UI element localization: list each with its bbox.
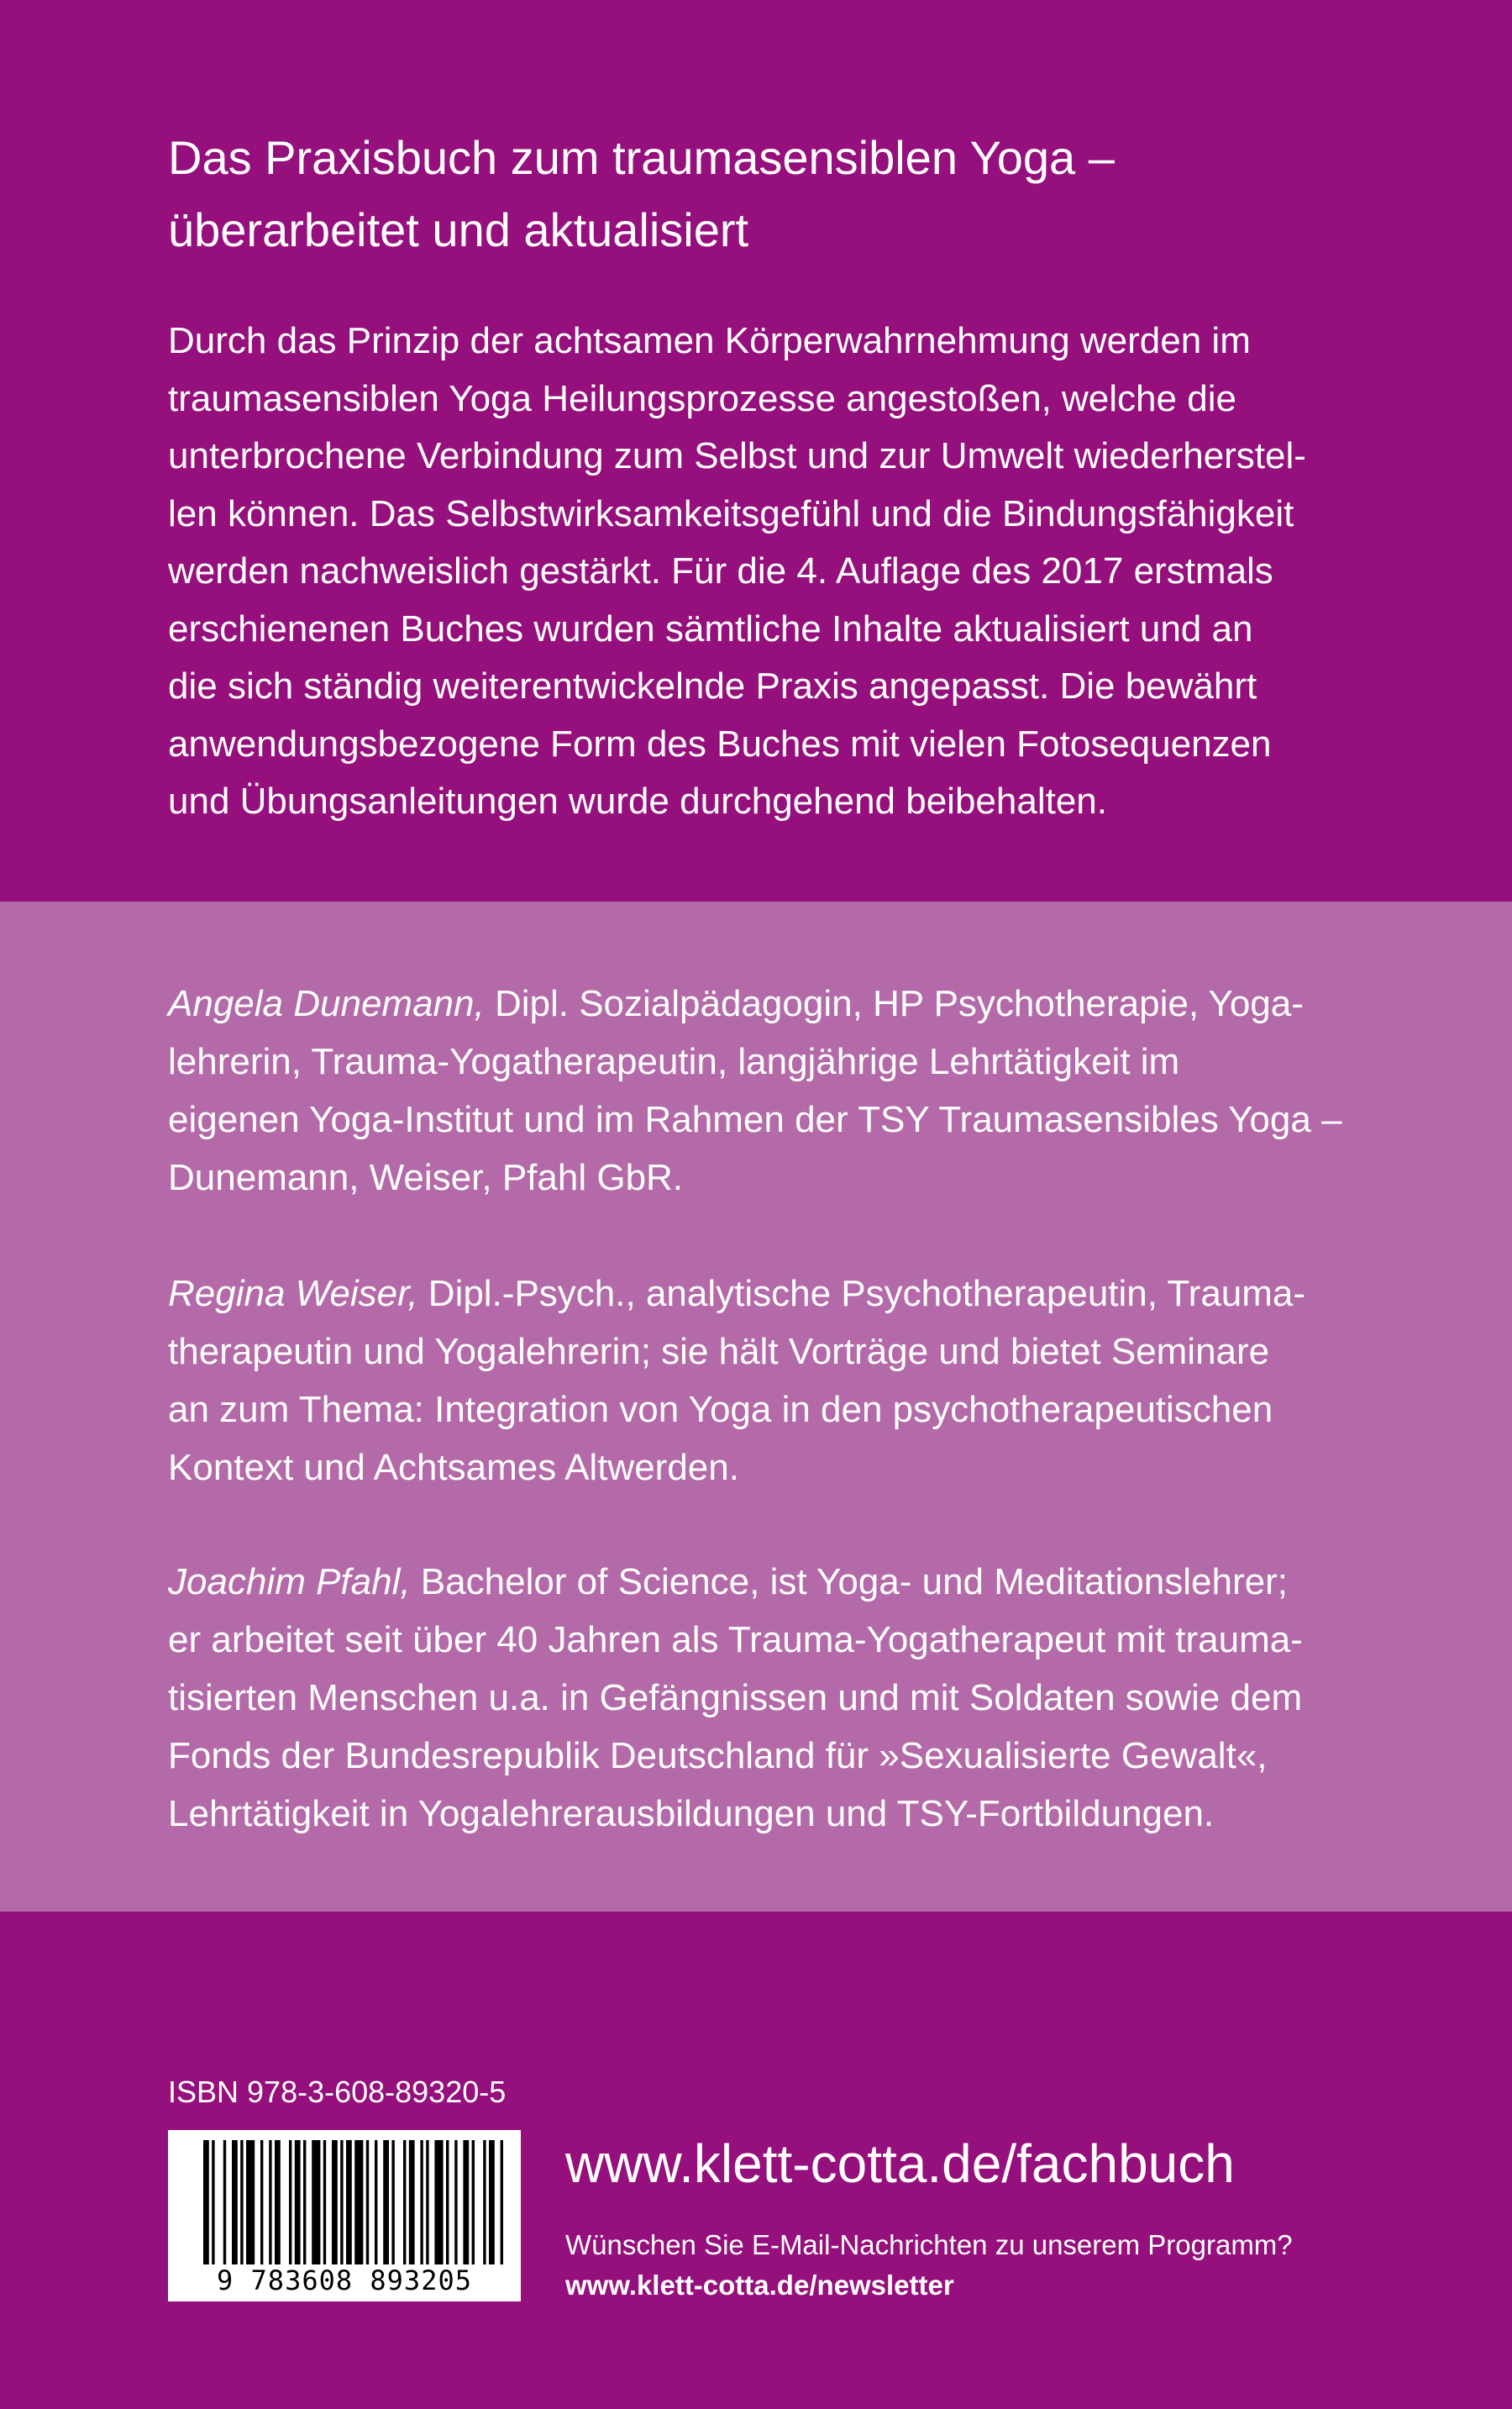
barcode-bar <box>346 2140 352 2264</box>
barcode-bar <box>232 2140 238 2264</box>
website-link[interactable]: www.klett-cotta.de/fachbuch <box>565 2133 1235 2194</box>
bio-line <box>168 975 1386 1033</box>
bio-line: an zum Thema: Integration von Yoga in den psychotherapeutischen <box>168 1389 1273 1430</box>
barcode-bar <box>223 2140 226 2264</box>
author-name: Joachim Pfahl, <box>168 1561 411 1602</box>
barcode-bar <box>260 2140 263 2264</box>
bio-line <box>168 1553 1386 1611</box>
author-bio-pfahl <box>168 1553 1386 1843</box>
blurb-line: die sich ständig weiterentwickelnde Praxis angepasst. Die bewährt <box>168 665 1257 707</box>
bio-text: Bachelor of Science, ist Yoga- und Meditationslehrer; <box>410 1561 1288 1602</box>
bio-line: eigenen Yoga-Institut und im Rahmen der TSY Traumasensibles Yoga – <box>168 1099 1342 1140</box>
blurb-section <box>0 0 1512 902</box>
barcode-bar <box>391 2140 394 2264</box>
headline-line: überarbeitet und aktualisiert <box>168 203 749 256</box>
barcode-bar <box>463 2140 469 2264</box>
barcode-bar <box>501 2140 503 2264</box>
blurb-line: len können. Das Selbstwirksamkeitsgefühl und die Bindungsfähigkeit <box>168 492 1294 534</box>
bio-line: Kontext und Achtsames Altwerden. <box>168 1447 739 1488</box>
blurb-line: erschienenen Buches wurden sämtliche Inhalte aktualisiert und an <box>168 608 1253 650</box>
barcode-digits: 9 783608 893205 <box>217 2264 472 2296</box>
bio-text: Dipl. Sozialpädagogin, HP Psychotherapie, Yoga- <box>484 983 1304 1024</box>
barcode-bar <box>332 2140 338 2264</box>
bio-line: Lehrtätigkeit in Yogalehrerausbildungen und TSY-Fortbildungen. <box>168 1793 1215 1834</box>
isbn-label: ISBN 978-3-608-89320-5 <box>168 2075 507 2109</box>
barcode-bar <box>340 2140 343 2264</box>
barcode-bar <box>426 2140 428 2264</box>
barcode-bar <box>354 2140 363 2264</box>
blurb-line: und Übungsanleitungen wurde durchgehend beibehalten. <box>168 781 1108 822</box>
author-bio-dunemann <box>168 975 1386 1207</box>
bio-line: therapeutin und Yogalehrerin; sie hält Vorträge und bietet Seminare <box>168 1331 1270 1372</box>
author-name: Regina Weiser, <box>168 1273 418 1314</box>
headline <box>168 122 1386 266</box>
blurb-line: werden nachweislich gestärkt. Für die 4. Auflage des 2017 erstmals <box>168 550 1273 592</box>
barcode-bar <box>434 2140 443 2264</box>
barcode-bar <box>420 2140 423 2264</box>
barcode-bar <box>366 2140 369 2264</box>
barcode-bar <box>472 2140 475 2264</box>
barcode-bar <box>375 2140 377 2264</box>
bio-line <box>168 1265 1386 1323</box>
barcode-bar <box>275 2140 281 2264</box>
blurb-line: traumasensiblen Yoga Heilungsprozesse angestoßen, welche die <box>168 377 1236 419</box>
barcode-bar <box>212 2140 214 2264</box>
barcode-bar <box>483 2140 486 2264</box>
barcode-bar <box>383 2140 389 2264</box>
barcode-bar <box>454 2140 457 2264</box>
newsletter-prompt: Wünschen Sie E-Mail-Nachrichten zu unserem Programm? <box>565 2229 1293 2260</box>
bio-line: Dunemann, Weiser, Pfahl GbR. <box>168 1157 684 1198</box>
barcode-bar <box>240 2140 243 2264</box>
bio-line: er arbeitet seit über 40 Jahren als Trauma-Yogatherapeut mit trauma- <box>168 1619 1303 1660</box>
barcode-bar <box>246 2140 255 2264</box>
bio-line: tisierten Menschen u.a. in Gefängnissen und mit Soldaten sowie dem <box>168 1677 1303 1718</box>
barcode-bar <box>269 2140 271 2264</box>
author-name: Angela Dunemann, <box>168 983 485 1024</box>
barcode-bar <box>409 2140 415 2264</box>
blurb-text <box>168 313 1386 831</box>
author-bio-weiser <box>168 1265 1386 1496</box>
bio-line: Fonds der Bundesrepublik Deutschland für »Sexualisierte Gewalt«, <box>168 1735 1268 1776</box>
newsletter-link[interactable]: www.klett-cotta.de/newsletter <box>565 2270 954 2301</box>
blurb-line: unterbrochene Verbindung zum Selbst und zur Umwelt wiederherstel- <box>168 435 1306 476</box>
bio-text: Dipl.-Psych., analytische Psychotherapeutin, Trauma- <box>417 1273 1306 1314</box>
bio-line: lehrerin, Trauma-Yogatherapeutin, langjährige Lehrtätigkeit im <box>168 1041 1180 1082</box>
blurb-line: Durch das Prinzip der achtsamen Körperwahrnehmung werden im <box>168 320 1251 361</box>
barcode <box>168 2130 521 2301</box>
headline-line: Das Praxisbuch zum traumasensiblen Yoga – <box>168 131 1115 184</box>
barcode-bar <box>403 2140 406 2264</box>
barcode-bar <box>295 2140 301 2264</box>
barcode-bar <box>323 2140 326 2264</box>
barcode-bar <box>489 2140 495 2264</box>
barcode-bar <box>203 2140 209 2264</box>
barcode-bar <box>289 2140 291 2264</box>
barcode-bar <box>446 2140 449 2264</box>
blurb-line: anwendungsbezogene Form des Buches mit vielen Fotosequenzen <box>168 723 1272 765</box>
barcode-bar <box>312 2140 320 2264</box>
barcode-bar <box>303 2140 306 2264</box>
